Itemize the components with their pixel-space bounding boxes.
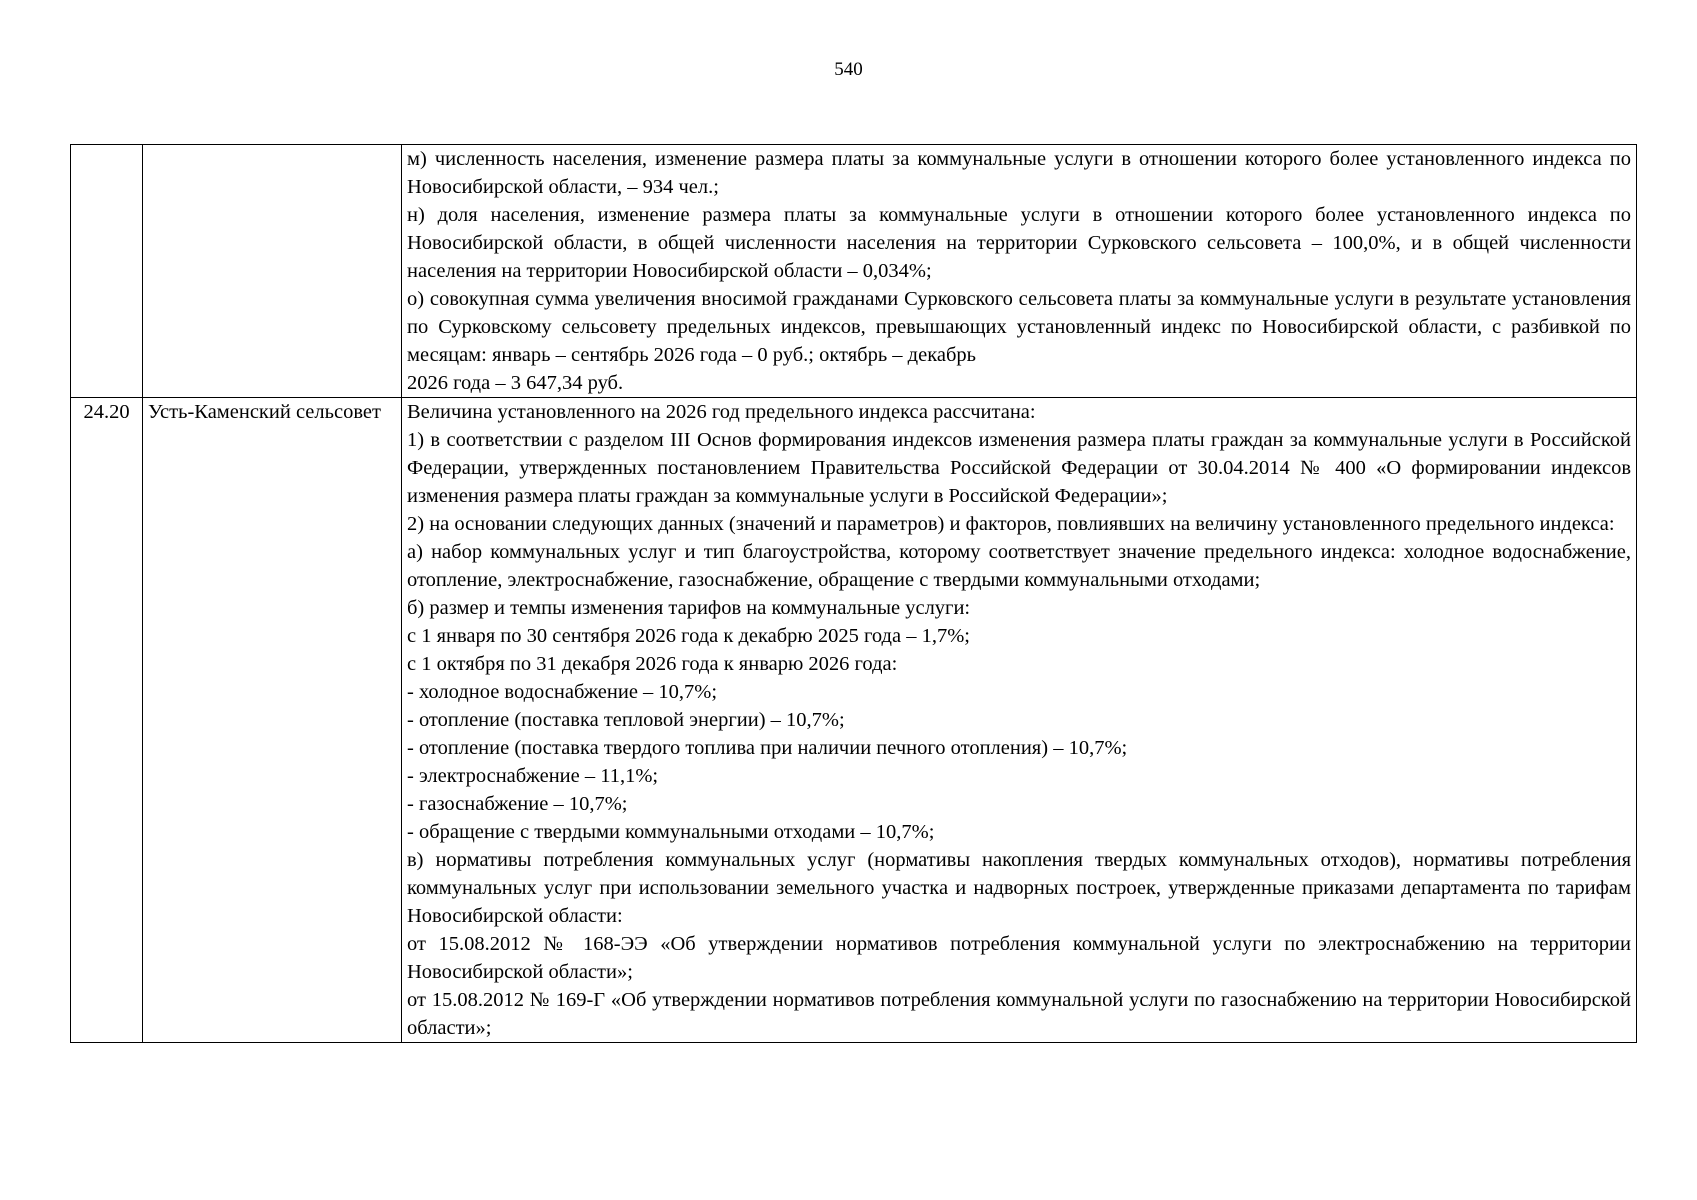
row-text-cell — [402, 145, 1637, 398]
row-text-cell — [402, 398, 1637, 1043]
row-name-cell — [143, 145, 402, 398]
row-number-cell: 24.20 — [71, 398, 143, 1043]
paragraph: 2) на основании следующих данных (значений и параметров) и факторов, повлиявших на величину установленного предельного индекса: — [407, 513, 1615, 535]
paragraph: - холодное водоснабжение – 10,7%; — [407, 681, 718, 703]
paragraph: б) размер и темпы изменения тарифов на коммунальные услуги: — [407, 597, 971, 619]
paragraph: Величина установленного на 2026 год предельного индекса рассчитана: — [407, 401, 1036, 423]
table-row — [71, 145, 1637, 398]
paragraph: - электроснабжение – 11,1%; — [407, 765, 659, 787]
paragraph: 2026 года – 3 647,34 руб. — [407, 372, 624, 394]
paragraph: с 1 октября по 31 декабря 2026 года к январю 2026 года: — [407, 653, 898, 675]
table-row — [71, 398, 1637, 1043]
paragraph: - отопление (поставка твердого топлива при наличии печного отопления) – 10,7%; — [407, 737, 1128, 759]
paragraph: н) доля населения, изменение размера платы за коммунальные услуги в отношении которого более установленного индекса по Новосибирской области, в общей численности населения на территории Сурковского сельсовета – 100,0%, и в общей численности населения на территории Новосибирской области – 0,034%; — [407, 204, 1631, 282]
row-name-cell: Усть-Каменский сельсовет — [143, 398, 402, 1043]
paragraph: о) совокупная сумма увеличения вносимой гражданами Сурковского сельсовета платы за коммунальные услуги в результате установления по Сурковскому сельсовету предельных индексов, превышающих установленный индекс по Новосибирской области, с разбивкой по месяцам: январь – сентябрь 2026 года – 0 руб.; октябрь – декабрь — [407, 288, 1631, 366]
paragraph: а) набор коммунальных услуг и тип благоустройства, которому соответствует значение предельного индекса: холодное водоснабжение, отопление, электроснабжение, газоснабжение, обращение с твердыми коммунальными отходами; — [407, 541, 1631, 591]
row-number-cell — [71, 145, 143, 398]
paragraph: м) численность населения, изменение размера платы за коммунальные услуги в отношении которого более установленного индекса по Новосибирской области, – 934 чел.; — [407, 148, 1631, 198]
paragraph: от 15.08.2012 № 168-ЭЭ «Об утверждении нормативов потребления коммунальной услуги по электроснабжению на территории Новосибирской области»; — [407, 933, 1631, 983]
paragraph: - отопление (поставка тепловой энергии) – 10,7%; — [407, 709, 845, 731]
page-number: 540 — [834, 59, 863, 80]
paragraph: с 1 января по 30 сентября 2026 года к декабрю 2025 года – 1,7%; — [407, 625, 970, 647]
paragraph: от 15.08.2012 № 169-Г «Об утверждении нормативов потребления коммунальной услуги по газоснабжению на территории Новосибирской области»; — [407, 989, 1631, 1039]
paragraph: в) нормативы потребления коммунальных услуг (нормативы накопления твердых коммунальных отходов), нормативы потребления коммунальных услуг при использовании земельного участка и надворных построек, утвержденные приказами департамента по тарифам Новосибирской области: — [407, 849, 1631, 927]
paragraph: - обращение с твердыми коммунальными отходами – 10,7%; — [407, 821, 935, 843]
document-table — [70, 144, 1637, 1043]
paragraph: 1) в соответствии с разделом III Основ формирования индексов изменения размера платы граждан за коммунальные услуги в Российской Федерации, утвержденных постановлением Правительства Российской Федерации от 30.04.2014 № 400 «О формировании индексов изменения размера платы граждан за коммунальные услуги в Российской Федерации»; — [407, 429, 1631, 507]
paragraph: - газоснабжение – 10,7%; — [407, 793, 628, 815]
